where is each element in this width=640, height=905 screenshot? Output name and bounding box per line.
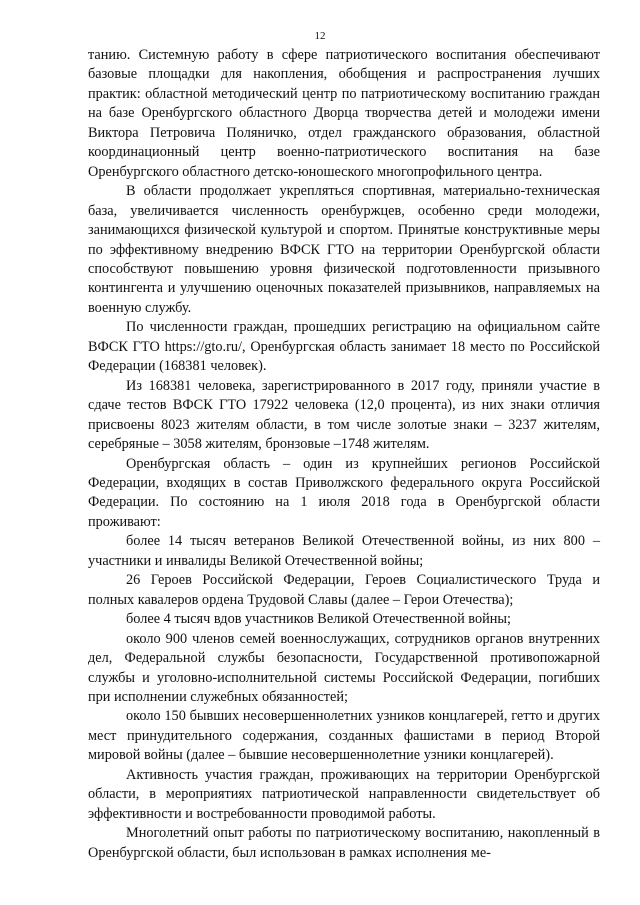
document-body	[88, 46, 600, 863]
paragraph-sports-base: В области продолжает укрепляться спортивная, материально-техническая база, увеличивается численность оренбуржцев, особенно среди молодежи, занимающихся физической культурой и спортом. Принятые конструктивные меры по эффективному внедрению ВФСК ГТО на территории Оренбургской области способствуют повышению уровня физической подготовленности призывного контингента и улучшению оценочных показателей призывников, направляемых на военную службу.	[88, 183, 600, 316]
paragraph-region-overview: Оренбургская область – один из крупнейших регионов Российской Федерации, входящих в состав Приволжского федерального округа Российской Федерации. По состоянию на 1 июля 2018 года в Оренбургской области проживают:	[88, 455, 600, 530]
paragraph-activity: Активность участия граждан, проживающих на территории Оренбургской области, в мероприятиях патриотической направленности свидетельствует об эффективности и востребованности проводимой работы.	[88, 766, 600, 822]
list-item-heroes: 26 Героев Российской Федерации, Героев Социалистического Труда и полных кавалеров ордена Трудовой Славы (далее – Герои Отечества);	[88, 572, 600, 608]
page-number: 12	[314, 30, 326, 42]
list-item-prisoners: около 150 бывших несовершеннолетних узников концлагерей, гетто и других мест принудительного содержания, созданных фашистами в период Второй мировой войны (далее – бывшие несовершеннолетние узники концлагерей).	[88, 708, 600, 764]
paragraph-gto-registration: По численности граждан, прошедших регистрацию на официальном сайте ВФСК ГТО https://gto.ru/, Оренбургская область занимает 18 место по Российской Федерации (168381 человек).	[88, 319, 600, 375]
list-item-families: около 900 членов семей военнослужащих, сотрудников органов внутренних дел, Федеральной службы безопасности, Государственной противопожарной службы и уголовно-исполнительной системы Российской Федерации, погибших при исполнении служебных обязанностей;	[88, 630, 600, 705]
paragraph-continuation: танию. Системную работу в сфере патриотического воспитания обеспечивают базовые площадки для накопления, обобщения и распространения лучших практик: областной методический центр по патриотическому воспитанию граждан на базе Оренбургского областного Дворца творчества детей и молодежи имени Виктора Петровича Поляничко, отдел гражданского образования, областной координационный центр военно-патриотического воспитания на базе Оренбургского областного детско-юношеского многопрофильного центра.	[88, 47, 600, 180]
list-item-veterans: более 14 тысяч ветеранов Великой Отечественной войны, из них 800 – участники и инвалиды Великой Отечественной войны;	[88, 533, 600, 569]
paragraph-experience: Многолетний опыт работы по патриотическому воспитанию, накопленный в Оренбургской области, был использован в рамках исполнения ме-	[88, 825, 600, 861]
list-item-widows: более 4 тысяч вдов участников Великой Отечественной войны;	[126, 611, 511, 628]
paragraph-gto-results: Из 168381 человека, зарегистрированного в 2017 году, приняли участие в сдаче тестов ВФСК ГТО 17922 человека (12,0 процента), из них знаки отличия присвоены 8023 жителям области, в том числе золотые знаки – 3237 жителям, серебряные – 3058 жителям, бронзовые –1748 жителям.	[88, 377, 600, 453]
